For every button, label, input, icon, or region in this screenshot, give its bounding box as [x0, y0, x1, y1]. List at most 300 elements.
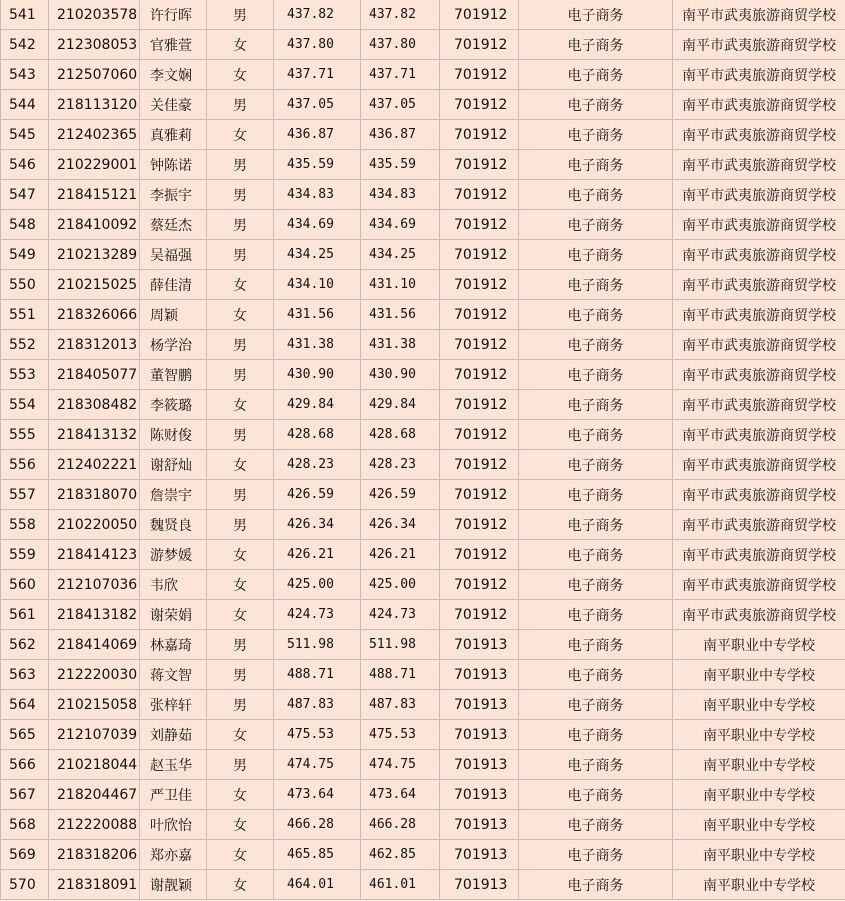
total-score-cell: 430.90	[274, 360, 361, 390]
ranking-score-cell: 434.69	[361, 210, 440, 240]
gender-cell: 女	[207, 720, 274, 750]
student-name-cell: 钟陈诺	[140, 150, 207, 180]
program-code-cell: 701912	[440, 30, 519, 60]
school-cell: 南平市武夷旅游商贸学校	[673, 480, 845, 510]
major-cell: 电子商务	[519, 30, 673, 60]
gender-cell: 女	[207, 570, 274, 600]
row-number-cell: 556	[1, 450, 49, 480]
student-name-cell: 韦欣	[140, 570, 207, 600]
major-cell: 电子商务	[519, 120, 673, 150]
gender-cell: 男	[207, 480, 274, 510]
ranking-score-cell: 437.71	[361, 60, 440, 90]
total-score-cell: 434.69	[274, 210, 361, 240]
ranking-score-cell: 434.83	[361, 180, 440, 210]
ranking-score-cell: 431.56	[361, 300, 440, 330]
school-cell: 南平市武夷旅游商贸学校	[673, 420, 845, 450]
gender-cell: 女	[207, 270, 274, 300]
student-name-cell: 张梓轩	[140, 690, 207, 720]
table-row	[1, 120, 845, 150]
program-code-cell: 701913	[440, 870, 519, 900]
row-number-cell: 570	[1, 870, 49, 900]
school-cell: 南平市武夷旅游商贸学校	[673, 120, 845, 150]
major-cell: 电子商务	[519, 60, 673, 90]
total-score-cell: 428.23	[274, 450, 361, 480]
ranking-score-cell: 426.34	[361, 510, 440, 540]
table-row	[1, 450, 845, 480]
gender-cell: 男	[207, 150, 274, 180]
school-cell: 南平职业中专学校	[673, 750, 845, 780]
total-score-cell: 431.56	[274, 300, 361, 330]
student-name-cell: 关佳豪	[140, 90, 207, 120]
school-cell: 南平市武夷旅游商贸学校	[673, 0, 845, 30]
program-code-cell: 701912	[440, 120, 519, 150]
total-score-cell: 424.73	[274, 600, 361, 630]
student-id-cell: 218413132	[49, 420, 140, 450]
row-number-cell: 546	[1, 150, 49, 180]
major-cell: 电子商务	[519, 810, 673, 840]
major-cell: 电子商务	[519, 570, 673, 600]
total-score-cell: 426.21	[274, 540, 361, 570]
student-name-cell: 吴福强	[140, 240, 207, 270]
student-name-cell: 叶欣怡	[140, 810, 207, 840]
table-row	[1, 720, 845, 750]
program-code-cell: 701912	[440, 330, 519, 360]
student-name-cell: 李振宇	[140, 180, 207, 210]
table-row	[1, 480, 845, 510]
gender-cell: 女	[207, 120, 274, 150]
program-code-cell: 701913	[440, 630, 519, 660]
table-row	[1, 510, 845, 540]
school-cell: 南平市武夷旅游商贸学校	[673, 270, 845, 300]
row-number-cell: 555	[1, 420, 49, 450]
school-cell: 南平市武夷旅游商贸学校	[673, 90, 845, 120]
student-id-cell: 210215058	[49, 690, 140, 720]
school-cell: 南平市武夷旅游商贸学校	[673, 150, 845, 180]
program-code-cell: 701912	[440, 600, 519, 630]
school-cell: 南平职业中专学校	[673, 810, 845, 840]
gender-cell: 男	[207, 630, 274, 660]
ranking-score-cell: 426.59	[361, 480, 440, 510]
row-number-cell: 558	[1, 510, 49, 540]
table-row	[1, 660, 845, 690]
student-name-cell: 谢舒灿	[140, 450, 207, 480]
ranking-score-cell: 473.64	[361, 780, 440, 810]
table-row	[1, 0, 845, 30]
major-cell: 电子商务	[519, 480, 673, 510]
ranking-score-cell: 466.28	[361, 810, 440, 840]
row-number-cell: 569	[1, 840, 49, 870]
table-row	[1, 300, 845, 330]
program-code-cell: 701912	[440, 510, 519, 540]
gender-cell: 女	[207, 540, 274, 570]
student-id-cell: 218318070	[49, 480, 140, 510]
program-code-cell: 701912	[440, 240, 519, 270]
student-name-cell: 李文娴	[140, 60, 207, 90]
total-score-cell: 434.25	[274, 240, 361, 270]
program-code-cell: 701913	[440, 720, 519, 750]
gender-cell: 女	[207, 600, 274, 630]
table-row	[1, 780, 845, 810]
program-code-cell: 701912	[440, 420, 519, 450]
program-code-cell: 701913	[440, 780, 519, 810]
gender-cell: 女	[207, 60, 274, 90]
row-number-cell: 564	[1, 690, 49, 720]
student-name-cell: 官雅萱	[140, 30, 207, 60]
table-row	[1, 600, 845, 630]
student-id-cell: 218414069	[49, 630, 140, 660]
student-name-cell: 赵玉华	[140, 750, 207, 780]
total-score-cell: 466.28	[274, 810, 361, 840]
row-number-cell: 563	[1, 660, 49, 690]
ranking-score-cell: 488.71	[361, 660, 440, 690]
ranking-score-cell: 428.68	[361, 420, 440, 450]
major-cell: 电子商务	[519, 330, 673, 360]
student-id-cell: 210229001	[49, 150, 140, 180]
school-cell: 南平职业中专学校	[673, 720, 845, 750]
gender-cell: 男	[207, 690, 274, 720]
total-score-cell: 437.80	[274, 30, 361, 60]
ranking-score-cell: 434.25	[361, 240, 440, 270]
ranking-score-cell: 487.83	[361, 690, 440, 720]
school-cell: 南平职业中专学校	[673, 840, 845, 870]
student-id-cell: 210220050	[49, 510, 140, 540]
student-id-cell: 210213289	[49, 240, 140, 270]
student-name-cell: 詹崇宇	[140, 480, 207, 510]
student-name-cell: 蔡廷杰	[140, 210, 207, 240]
ranking-score-cell: 462.85	[361, 840, 440, 870]
student-id-cell: 218410092	[49, 210, 140, 240]
table-row	[1, 30, 845, 60]
gender-cell: 男	[207, 240, 274, 270]
school-cell: 南平职业中专学校	[673, 870, 845, 900]
total-score-cell: 437.82	[274, 0, 361, 30]
major-cell: 电子商务	[519, 180, 673, 210]
program-code-cell: 701913	[440, 840, 519, 870]
major-cell: 电子商务	[519, 720, 673, 750]
total-score-cell: 473.64	[274, 780, 361, 810]
table-row	[1, 90, 845, 120]
total-score-cell: 437.71	[274, 60, 361, 90]
program-code-cell: 701912	[440, 150, 519, 180]
student-id-cell: 218318091	[49, 870, 140, 900]
student-name-cell: 郑亦嘉	[140, 840, 207, 870]
total-score-cell: 426.34	[274, 510, 361, 540]
row-number-cell: 551	[1, 300, 49, 330]
major-cell: 电子商务	[519, 870, 673, 900]
table-row	[1, 870, 845, 900]
major-cell: 电子商务	[519, 270, 673, 300]
total-score-cell: 425.00	[274, 570, 361, 600]
school-cell: 南平市武夷旅游商贸学校	[673, 540, 845, 570]
student-name-cell: 魏贤良	[140, 510, 207, 540]
total-score-cell: 435.59	[274, 150, 361, 180]
student-id-cell: 212107036	[49, 570, 140, 600]
row-number-cell: 545	[1, 120, 49, 150]
total-score-cell: 434.83	[274, 180, 361, 210]
student-name-cell: 李筱璐	[140, 390, 207, 420]
program-code-cell: 701912	[440, 540, 519, 570]
gender-cell: 男	[207, 180, 274, 210]
total-score-cell: 429.84	[274, 390, 361, 420]
row-number-cell: 543	[1, 60, 49, 90]
gender-cell: 女	[207, 30, 274, 60]
program-code-cell: 701912	[440, 90, 519, 120]
table-row	[1, 630, 845, 660]
program-code-cell: 701912	[440, 480, 519, 510]
total-score-cell: 488.71	[274, 660, 361, 690]
major-cell: 电子商务	[519, 240, 673, 270]
school-cell: 南平市武夷旅游商贸学校	[673, 570, 845, 600]
total-score-cell: 464.01	[274, 870, 361, 900]
school-cell: 南平市武夷旅游商贸学校	[673, 450, 845, 480]
table-row	[1, 390, 845, 420]
gender-cell: 男	[207, 660, 274, 690]
student-id-cell: 218204467	[49, 780, 140, 810]
table-row	[1, 810, 845, 840]
major-cell: 电子商务	[519, 150, 673, 180]
program-code-cell: 701913	[440, 690, 519, 720]
major-cell: 电子商务	[519, 540, 673, 570]
major-cell: 电子商务	[519, 210, 673, 240]
total-score-cell: 426.59	[274, 480, 361, 510]
major-cell: 电子商务	[519, 660, 673, 690]
school-cell: 南平职业中专学校	[673, 690, 845, 720]
ranking-score-cell: 437.05	[361, 90, 440, 120]
program-code-cell: 701912	[440, 210, 519, 240]
row-number-cell: 548	[1, 210, 49, 240]
table-row	[1, 150, 845, 180]
row-number-cell: 560	[1, 570, 49, 600]
student-id-cell: 210218044	[49, 750, 140, 780]
ranking-score-cell: 430.90	[361, 360, 440, 390]
row-number-cell: 562	[1, 630, 49, 660]
student-id-cell: 218413182	[49, 600, 140, 630]
major-cell: 电子商务	[519, 630, 673, 660]
student-name-cell: 严卫佳	[140, 780, 207, 810]
table-row	[1, 60, 845, 90]
total-score-cell: 436.87	[274, 120, 361, 150]
row-number-cell: 542	[1, 30, 49, 60]
student-id-cell: 212507060	[49, 60, 140, 90]
ranking-score-cell: 511.98	[361, 630, 440, 660]
student-id-cell: 210215025	[49, 270, 140, 300]
row-number-cell: 566	[1, 750, 49, 780]
total-score-cell: 475.53	[274, 720, 361, 750]
school-cell: 南平职业中专学校	[673, 660, 845, 690]
major-cell: 电子商务	[519, 90, 673, 120]
student-name-cell: 刘静茹	[140, 720, 207, 750]
row-number-cell: 565	[1, 720, 49, 750]
student-id-cell: 212402365	[49, 120, 140, 150]
ranking-score-cell: 431.10	[361, 270, 440, 300]
program-code-cell: 701912	[440, 270, 519, 300]
major-cell: 电子商务	[519, 420, 673, 450]
major-cell: 电子商务	[519, 510, 673, 540]
program-code-cell: 701913	[440, 660, 519, 690]
major-cell: 电子商务	[519, 360, 673, 390]
school-cell: 南平市武夷旅游商贸学校	[673, 390, 845, 420]
gender-cell: 男	[207, 510, 274, 540]
gender-cell: 男	[207, 420, 274, 450]
gender-cell: 女	[207, 780, 274, 810]
major-cell: 电子商务	[519, 450, 673, 480]
table-row	[1, 270, 845, 300]
school-cell: 南平市武夷旅游商贸学校	[673, 60, 845, 90]
student-id-cell: 218415121	[49, 180, 140, 210]
ranking-score-cell: 428.23	[361, 450, 440, 480]
program-code-cell: 701912	[440, 360, 519, 390]
school-cell: 南平市武夷旅游商贸学校	[673, 300, 845, 330]
row-number-cell: 567	[1, 780, 49, 810]
ranking-score-cell: 424.73	[361, 600, 440, 630]
row-number-cell: 552	[1, 330, 49, 360]
student-id-cell: 218326066	[49, 300, 140, 330]
row-number-cell: 544	[1, 90, 49, 120]
student-name-cell: 许行晖	[140, 0, 207, 30]
table-row	[1, 690, 845, 720]
row-number-cell: 541	[1, 0, 49, 30]
total-score-cell: 511.98	[274, 630, 361, 660]
ranking-score-cell: 431.38	[361, 330, 440, 360]
table-row	[1, 210, 845, 240]
major-cell: 电子商务	[519, 300, 673, 330]
table-row	[1, 570, 845, 600]
gender-cell: 男	[207, 750, 274, 780]
student-id-cell: 218308482	[49, 390, 140, 420]
gender-cell: 男	[207, 330, 274, 360]
major-cell: 电子商务	[519, 750, 673, 780]
total-score-cell: 487.83	[274, 690, 361, 720]
ranking-score-cell: 425.00	[361, 570, 440, 600]
ranking-score-cell: 461.01	[361, 870, 440, 900]
student-id-cell: 212107039	[49, 720, 140, 750]
student-id-cell: 212220030	[49, 660, 140, 690]
ranking-score-cell: 474.75	[361, 750, 440, 780]
major-cell: 电子商务	[519, 600, 673, 630]
student-name-cell: 真雅莉	[140, 120, 207, 150]
row-number-cell: 547	[1, 180, 49, 210]
total-score-cell: 474.75	[274, 750, 361, 780]
ranking-score-cell: 437.80	[361, 30, 440, 60]
row-number-cell: 568	[1, 810, 49, 840]
table-row	[1, 840, 845, 870]
student-name-cell: 游梦媛	[140, 540, 207, 570]
total-score-cell: 437.05	[274, 90, 361, 120]
gender-cell: 男	[207, 360, 274, 390]
school-cell: 南平市武夷旅游商贸学校	[673, 240, 845, 270]
school-cell: 南平市武夷旅游商贸学校	[673, 600, 845, 630]
student-name-cell: 薛佳清	[140, 270, 207, 300]
row-number-cell: 549	[1, 240, 49, 270]
table-row	[1, 180, 845, 210]
major-cell: 电子商务	[519, 690, 673, 720]
gender-cell: 男	[207, 210, 274, 240]
student-id-cell: 218414123	[49, 540, 140, 570]
table-row	[1, 750, 845, 780]
gender-cell: 女	[207, 810, 274, 840]
table-body	[1, 0, 845, 900]
gender-cell: 女	[207, 840, 274, 870]
table-row	[1, 540, 845, 570]
school-cell: 南平市武夷旅游商贸学校	[673, 330, 845, 360]
student-id-cell: 218113120	[49, 90, 140, 120]
major-cell: 电子商务	[519, 840, 673, 870]
major-cell: 电子商务	[519, 780, 673, 810]
program-code-cell: 701912	[440, 450, 519, 480]
ranking-score-cell: 426.21	[361, 540, 440, 570]
ranking-score-cell: 429.84	[361, 390, 440, 420]
student-id-cell: 218405077	[49, 360, 140, 390]
school-cell: 南平市武夷旅游商贸学校	[673, 510, 845, 540]
school-cell: 南平市武夷旅游商贸学校	[673, 30, 845, 60]
ranking-score-cell: 475.53	[361, 720, 440, 750]
student-name-cell: 谢靓颖	[140, 870, 207, 900]
gender-cell: 女	[207, 300, 274, 330]
table-row	[1, 360, 845, 390]
program-code-cell: 701912	[440, 390, 519, 420]
ranking-score-cell: 435.59	[361, 150, 440, 180]
row-number-cell: 557	[1, 480, 49, 510]
student-id-cell: 210203578	[49, 0, 140, 30]
total-score-cell: 431.38	[274, 330, 361, 360]
row-number-cell: 559	[1, 540, 49, 570]
table-row	[1, 420, 845, 450]
student-name-cell: 谢荣娟	[140, 600, 207, 630]
major-cell: 电子商务	[519, 390, 673, 420]
ranking-score-cell: 437.82	[361, 0, 440, 30]
student-id-cell: 212308053	[49, 30, 140, 60]
student-name-cell: 杨学治	[140, 330, 207, 360]
program-code-cell: 701912	[440, 60, 519, 90]
row-number-cell: 550	[1, 270, 49, 300]
row-number-cell: 554	[1, 390, 49, 420]
gender-cell: 女	[207, 450, 274, 480]
total-score-cell: 428.68	[274, 420, 361, 450]
student-name-cell: 周颖	[140, 300, 207, 330]
student-id-cell: 218312013	[49, 330, 140, 360]
school-cell: 南平职业中专学校	[673, 780, 845, 810]
table-row	[1, 330, 845, 360]
program-code-cell: 701912	[440, 0, 519, 30]
student-name-cell: 董智鹏	[140, 360, 207, 390]
school-cell: 南平职业中专学校	[673, 630, 845, 660]
row-number-cell: 561	[1, 600, 49, 630]
table-row	[1, 240, 845, 270]
row-number-cell: 553	[1, 360, 49, 390]
program-code-cell: 701912	[440, 300, 519, 330]
program-code-cell: 701913	[440, 750, 519, 780]
gender-cell: 女	[207, 870, 274, 900]
gender-cell: 女	[207, 390, 274, 420]
student-id-cell: 212402221	[49, 450, 140, 480]
gender-cell: 男	[207, 90, 274, 120]
school-cell: 南平市武夷旅游商贸学校	[673, 180, 845, 210]
ranking-score-cell: 436.87	[361, 120, 440, 150]
program-code-cell: 701913	[440, 810, 519, 840]
student-name-cell: 林嘉琦	[140, 630, 207, 660]
student-name-cell: 蒋文智	[140, 660, 207, 690]
school-cell: 南平市武夷旅游商贸学校	[673, 360, 845, 390]
major-cell: 电子商务	[519, 0, 673, 30]
student-id-cell: 212220088	[49, 810, 140, 840]
program-code-cell: 701912	[440, 180, 519, 210]
program-code-cell: 701912	[440, 570, 519, 600]
school-cell: 南平市武夷旅游商贸学校	[673, 210, 845, 240]
total-score-cell: 434.10	[274, 270, 361, 300]
student-name-cell: 陈财俊	[140, 420, 207, 450]
gender-cell: 男	[207, 0, 274, 30]
total-score-cell: 465.85	[274, 840, 361, 870]
